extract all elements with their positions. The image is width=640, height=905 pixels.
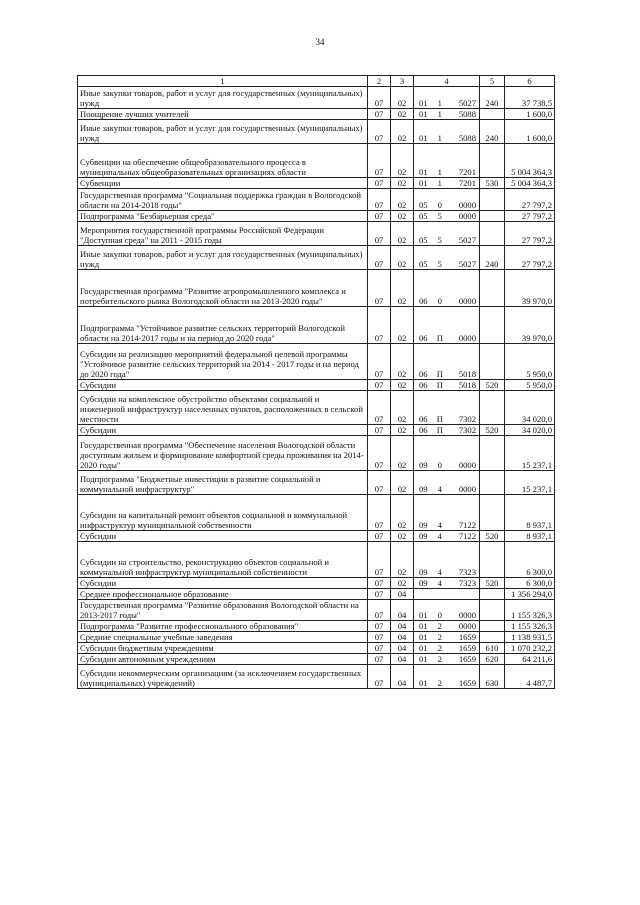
row-target-article — [414, 600, 480, 621]
table-row — [78, 542, 555, 578]
target-article-part: 09 — [419, 460, 428, 470]
table-row — [78, 222, 555, 246]
table-row — [78, 189, 555, 211]
row-amount: 1 138 931,5 — [505, 632, 555, 643]
target-article-part: 0 — [437, 460, 442, 470]
row-subsection: 02 — [391, 109, 414, 120]
row-section: 07 — [368, 120, 391, 144]
table-row — [78, 436, 555, 471]
row-name: Субсидии на строительство, реконструкцию объектов социальной и коммунальной инфраструктур муниципальной собственности — [78, 542, 368, 578]
target-article-part: 0000 — [458, 460, 476, 470]
budget-table — [77, 75, 555, 689]
column-header-name: 1 — [78, 76, 368, 87]
row-name: Иные закупки товаров, работ и услуг для государственных (муниципальных) нужд — [78, 246, 368, 270]
target-article-part: 1659 — [458, 632, 476, 642]
row-target-article — [414, 307, 480, 344]
target-article-part: 5027 — [458, 98, 476, 108]
target-article-part: 1659 — [458, 643, 476, 653]
row-section: 07 — [368, 87, 391, 109]
row-name: Государственная программа "Социальная поддержка граждан в Вологодской области на 2014-2018 годы" — [78, 189, 368, 211]
target-article-part: 1 — [437, 178, 442, 188]
row-target-article — [414, 120, 480, 144]
row-section: 07 — [368, 307, 391, 344]
row-section: 07 — [368, 621, 391, 632]
row-subsection: 02 — [391, 542, 414, 578]
target-article-part: 06 — [419, 296, 428, 306]
row-expense-type — [480, 109, 505, 120]
row-name: Субвенции на обеспечение общеобразовательного процесса в муниципальных общеобразовательных организациях области — [78, 144, 368, 178]
table-row — [78, 632, 555, 643]
target-article-part: 5018 — [458, 380, 476, 390]
column-header-target-article: 4 — [414, 76, 480, 87]
target-article-part: 0000 — [458, 211, 476, 221]
target-article-part: 01 — [419, 643, 428, 653]
target-article-part: 01 — [419, 621, 428, 631]
target-article-part: 5 — [437, 211, 442, 221]
target-article-part: 06 — [419, 380, 428, 390]
target-article-part: 06 — [419, 425, 428, 435]
row-amount: 1 600,0 — [505, 109, 555, 120]
row-section: 07 — [368, 270, 391, 307]
target-article-part: П — [436, 425, 443, 435]
row-name: Иные закупки товаров, работ и услуг для государственных (муниципальных) нужд — [78, 87, 368, 109]
target-article-part: 05 — [419, 235, 428, 245]
row-section: 07 — [368, 632, 391, 643]
table-row — [78, 643, 555, 654]
row-amount: 5 950,0 — [505, 380, 555, 391]
row-amount: 1 155 326,3 — [505, 621, 555, 632]
target-article-part: П — [436, 333, 443, 343]
target-article-part: 0000 — [458, 333, 476, 343]
row-subsection: 02 — [391, 495, 414, 531]
target-article-part: 4 — [437, 531, 442, 541]
column-header-expense-type: 5 — [480, 76, 505, 87]
row-subsection: 02 — [391, 471, 414, 495]
target-article-part: 1 — [437, 98, 442, 108]
target-article-part: 01 — [419, 133, 428, 143]
table-row — [78, 307, 555, 344]
row-expense-type: 520 — [480, 425, 505, 436]
row-target-article — [414, 654, 480, 665]
row-name: Подпрограмма "Устойчивое развитие сельских территорий Вологодской области на 2014-2017 годы и на период до 2020 года" — [78, 307, 368, 344]
row-name: Подпрограмма "Бюджетные инвестиции в развитие социальной и коммунальной инфраструктур" — [78, 471, 368, 495]
row-expense-type — [480, 391, 505, 425]
row-section: 07 — [368, 189, 391, 211]
row-section: 07 — [368, 144, 391, 178]
target-article-part: 2 — [437, 621, 442, 631]
row-name: Субсидии на реализацию мероприятий федеральной целевой программы "Устойчивое развитие сельских территорий на 2014 - 2017 годы и на период до 2020 года" — [78, 344, 368, 380]
target-article-part: 06 — [419, 333, 428, 343]
target-article-part: 09 — [419, 578, 428, 588]
row-target-article — [414, 578, 480, 589]
row-expense-type — [480, 471, 505, 495]
table-row — [78, 270, 555, 307]
row-target-article — [414, 425, 480, 436]
target-article-part: 01 — [419, 610, 428, 620]
row-subsection: 04 — [391, 621, 414, 632]
target-article-part: 7201 — [458, 167, 476, 177]
target-article-part: 5027 — [458, 259, 476, 269]
row-section: 07 — [368, 600, 391, 621]
row-section: 07 — [368, 654, 391, 665]
row-name: Иные закупки товаров, работ и услуг для государственных (муниципальных) нужд — [78, 120, 368, 144]
row-amount: 1 155 326,3 — [505, 600, 555, 621]
row-subsection: 04 — [391, 665, 414, 689]
target-article-part: П — [436, 380, 443, 390]
row-expense-type: 520 — [480, 380, 505, 391]
table-row — [78, 144, 555, 178]
column-header-amount: 6 — [505, 76, 555, 87]
row-subsection: 02 — [391, 211, 414, 222]
row-name: Поощрение лучших учителей — [78, 109, 368, 120]
table-row — [78, 471, 555, 495]
row-target-article — [414, 665, 480, 689]
target-article-part: 5027 — [458, 235, 476, 245]
table-row — [78, 87, 555, 109]
row-section: 07 — [368, 495, 391, 531]
row-subsection: 02 — [391, 425, 414, 436]
target-article-part: 0000 — [458, 621, 476, 631]
table-row — [78, 665, 555, 689]
row-section: 07 — [368, 665, 391, 689]
target-article-part: 0 — [437, 200, 442, 210]
row-target-article — [414, 380, 480, 391]
table-row — [78, 589, 555, 600]
row-expense-type — [480, 211, 505, 222]
table-row — [78, 621, 555, 632]
row-amount: 34 020,0 — [505, 425, 555, 436]
table-row — [78, 600, 555, 621]
row-name: Субсидии — [78, 578, 368, 589]
row-name: Государственная программа "Развитие агропромышленного комплекса и потребительского рынка Вологодской области на 2013-2020 годы" — [78, 270, 368, 307]
target-article-part: 01 — [419, 167, 428, 177]
row-section: 07 — [368, 436, 391, 471]
target-article-part: 0000 — [458, 610, 476, 620]
row-amount: 5 004 364,3 — [505, 178, 555, 189]
row-subsection: 02 — [391, 120, 414, 144]
row-subsection: 02 — [391, 87, 414, 109]
row-section: 07 — [368, 471, 391, 495]
row-target-article — [414, 391, 480, 425]
row-amount: 27 797,2 — [505, 246, 555, 270]
target-article-part: 7201 — [458, 178, 476, 188]
target-article-part: 1 — [437, 133, 442, 143]
target-article-part: 7122 — [458, 531, 476, 541]
row-amount: 15 237,1 — [505, 471, 555, 495]
row-name: Средние специальные учебные заведения — [78, 632, 368, 643]
column-header-section: 2 — [368, 76, 391, 87]
row-amount: 6 300,0 — [505, 578, 555, 589]
target-article-part: 0 — [437, 610, 442, 620]
row-name: Субсидии — [78, 531, 368, 542]
row-subsection: 02 — [391, 391, 414, 425]
row-amount: 8 937,1 — [505, 495, 555, 531]
row-target-article — [414, 531, 480, 542]
row-expense-type: 620 — [480, 654, 505, 665]
row-subsection: 02 — [391, 246, 414, 270]
row-subsection: 02 — [391, 189, 414, 211]
target-article-part: 1659 — [458, 678, 476, 688]
row-amount: 27 797,2 — [505, 189, 555, 211]
row-subsection: 04 — [391, 632, 414, 643]
target-article-part: 01 — [419, 632, 428, 642]
row-name: Государственная программа "Обеспечение населения Вологодской области доступным жильем и формирование комфортной среды проживания на 2014-2020 годы" — [78, 436, 368, 471]
table-row — [78, 425, 555, 436]
row-name: Мероприятия государственной программы Российской Федерации "Доступная среда" на 2011 - 2015 годы — [78, 222, 368, 246]
target-article-part: 1 — [437, 109, 442, 119]
row-name: Подпрограмма "Безбарьерная среда" — [78, 211, 368, 222]
row-subsection: 02 — [391, 222, 414, 246]
row-name: Субсидии на комплексное обустройство объектами социальной и инженерной инфраструктур населенных пунктов, расположенных в сельской местности — [78, 391, 368, 425]
target-article-part: 05 — [419, 259, 428, 269]
row-subsection: 02 — [391, 578, 414, 589]
target-article-part: 4 — [437, 567, 442, 577]
target-article-part: 01 — [419, 678, 428, 688]
row-name: Субвенции — [78, 178, 368, 189]
row-target-article — [414, 178, 480, 189]
target-article-part: 7323 — [458, 567, 476, 577]
table-row — [78, 654, 555, 665]
row-expense-type — [480, 436, 505, 471]
target-article-part: 7122 — [458, 520, 476, 530]
target-article-part: 5 — [437, 235, 442, 245]
row-expense-type — [480, 189, 505, 211]
row-expense-type — [480, 344, 505, 380]
row-amount: 39 970,0 — [505, 307, 555, 344]
row-expense-type — [480, 144, 505, 178]
row-target-article — [414, 87, 480, 109]
row-target-article — [414, 643, 480, 654]
target-article-part: 05 — [419, 211, 428, 221]
row-name: Субсидии автономным учреждениям — [78, 654, 368, 665]
row-expense-type: 240 — [480, 87, 505, 109]
row-target-article — [414, 222, 480, 246]
target-article-part: 0000 — [458, 296, 476, 306]
row-section: 07 — [368, 391, 391, 425]
target-article-part: 01 — [419, 98, 428, 108]
row-subsection: 04 — [391, 600, 414, 621]
row-section: 07 — [368, 222, 391, 246]
row-section: 07 — [368, 589, 391, 600]
target-article-part: 5 — [437, 259, 442, 269]
table-row — [78, 578, 555, 589]
row-amount: 4 487,7 — [505, 665, 555, 689]
table-row — [78, 211, 555, 222]
target-article-part: 06 — [419, 369, 428, 379]
row-expense-type — [480, 632, 505, 643]
row-amount: 8 937,1 — [505, 531, 555, 542]
row-expense-type: 520 — [480, 578, 505, 589]
row-target-article — [414, 270, 480, 307]
row-section: 07 — [368, 246, 391, 270]
row-amount: 34 020,0 — [505, 391, 555, 425]
row-section: 07 — [368, 178, 391, 189]
row-amount: 39 970,0 — [505, 270, 555, 307]
row-expense-type: 520 — [480, 531, 505, 542]
target-article-part: 4 — [437, 484, 442, 494]
row-subsection: 02 — [391, 270, 414, 307]
target-article-part: 09 — [419, 520, 428, 530]
target-article-part: 2 — [437, 654, 442, 664]
row-target-article — [414, 211, 480, 222]
row-amount: 1 070 232,2 — [505, 643, 555, 654]
row-name: Субсидии — [78, 380, 368, 391]
row-section: 07 — [368, 344, 391, 380]
target-article-part: П — [436, 414, 443, 424]
row-amount: 15 237,1 — [505, 436, 555, 471]
table-row — [78, 495, 555, 531]
row-target-article — [414, 542, 480, 578]
target-article-part: 09 — [419, 531, 428, 541]
target-article-part: 4 — [437, 520, 442, 530]
row-expense-type: 630 — [480, 665, 505, 689]
row-target-article — [414, 436, 480, 471]
target-article-part: 2 — [437, 678, 442, 688]
target-article-part: 09 — [419, 484, 428, 494]
row-amount: 1 600,0 — [505, 120, 555, 144]
row-amount: 1 356 294,0 — [505, 589, 555, 600]
row-amount: 27 797,2 — [505, 222, 555, 246]
row-target-article — [414, 632, 480, 643]
target-article-part: 7323 — [458, 578, 476, 588]
target-article-part: 1 — [437, 167, 442, 177]
row-subsection: 02 — [391, 344, 414, 380]
row-expense-type — [480, 222, 505, 246]
row-section: 07 — [368, 531, 391, 542]
row-name: Среднее профессиональное образование — [78, 589, 368, 600]
target-article-part: 2 — [437, 643, 442, 653]
row-target-article — [414, 144, 480, 178]
row-subsection: 04 — [391, 643, 414, 654]
row-amount: 37 738,5 — [505, 87, 555, 109]
table-row — [78, 380, 555, 391]
table-row — [78, 178, 555, 189]
target-article-part: 5018 — [458, 369, 476, 379]
row-amount: 64 211,6 — [505, 654, 555, 665]
target-article-part: 01 — [419, 654, 428, 664]
row-subsection: 02 — [391, 380, 414, 391]
row-expense-type — [480, 600, 505, 621]
table-header-row — [78, 76, 555, 87]
target-article-part: 01 — [419, 109, 428, 119]
row-expense-type — [480, 307, 505, 344]
table-row — [78, 531, 555, 542]
target-article-part: 5088 — [458, 133, 476, 143]
row-subsection: 02 — [391, 436, 414, 471]
row-expense-type — [480, 542, 505, 578]
row-target-article — [414, 189, 480, 211]
row-subsection: 02 — [391, 144, 414, 178]
row-expense-type — [480, 589, 505, 600]
row-section: 07 — [368, 109, 391, 120]
row-expense-type — [480, 621, 505, 632]
row-expense-type: 610 — [480, 643, 505, 654]
row-name: Субсидии бюджетным учреждениям — [78, 643, 368, 654]
target-article-part: 01 — [419, 178, 428, 188]
row-expense-type: 530 — [480, 178, 505, 189]
target-article-part: 5088 — [458, 109, 476, 119]
target-article-part: 06 — [419, 414, 428, 424]
row-expense-type: 240 — [480, 120, 505, 144]
row-amount: 5 004 364,3 — [505, 144, 555, 178]
table-row — [78, 109, 555, 120]
table-row — [78, 344, 555, 380]
page-number: 34 — [315, 37, 325, 47]
target-article-part: 2 — [437, 632, 442, 642]
row-target-article — [414, 109, 480, 120]
target-article-part: 0 — [437, 296, 442, 306]
target-article-part: 0000 — [458, 200, 476, 210]
target-article-part: 09 — [419, 567, 428, 577]
row-name: Государственная программа "Развитие образования Вологодской области на 2013-2017 годы" — [78, 600, 368, 621]
row-name: Субсидии некоммерческим организациям (за исключением государственных (муниципальных) учреждений) — [78, 665, 368, 689]
row-expense-type — [480, 270, 505, 307]
row-name: Субсидии — [78, 425, 368, 436]
target-article-part: 05 — [419, 200, 428, 210]
row-amount: 6 300,0 — [505, 542, 555, 578]
target-article-part: 4 — [437, 578, 442, 588]
row-section: 07 — [368, 578, 391, 589]
row-subsection: 04 — [391, 654, 414, 665]
table-row — [78, 391, 555, 425]
row-section: 07 — [368, 380, 391, 391]
row-subsection: 02 — [391, 307, 414, 344]
row-target-article — [414, 589, 480, 600]
target-article-part: 7302 — [458, 414, 476, 424]
row-subsection: 02 — [391, 531, 414, 542]
row-section: 07 — [368, 643, 391, 654]
row-subsection: 02 — [391, 178, 414, 189]
target-article-part: П — [436, 369, 443, 379]
row-expense-type — [480, 495, 505, 531]
row-subsection: 04 — [391, 589, 414, 600]
table-row — [78, 120, 555, 144]
table-row — [78, 246, 555, 270]
row-amount: 27 797,2 — [505, 211, 555, 222]
row-target-article — [414, 621, 480, 632]
row-expense-type: 240 — [480, 246, 505, 270]
row-section: 07 — [368, 211, 391, 222]
row-amount: 5 950,0 — [505, 344, 555, 380]
row-section: 07 — [368, 542, 391, 578]
target-article-part: 0000 — [458, 484, 476, 494]
row-target-article — [414, 495, 480, 531]
row-target-article — [414, 471, 480, 495]
column-header-subsection: 3 — [391, 76, 414, 87]
row-target-article — [414, 246, 480, 270]
target-article-part: 7302 — [458, 425, 476, 435]
row-name: Субсидии на капитальный ремонт объектов социальной и коммунальной инфраструктур муниципальной собственности — [78, 495, 368, 531]
row-section: 07 — [368, 425, 391, 436]
target-article-part: 1659 — [458, 654, 476, 664]
row-target-article — [414, 344, 480, 380]
row-name: Подпрограмма "Развитие профессионального образования" — [78, 621, 368, 632]
